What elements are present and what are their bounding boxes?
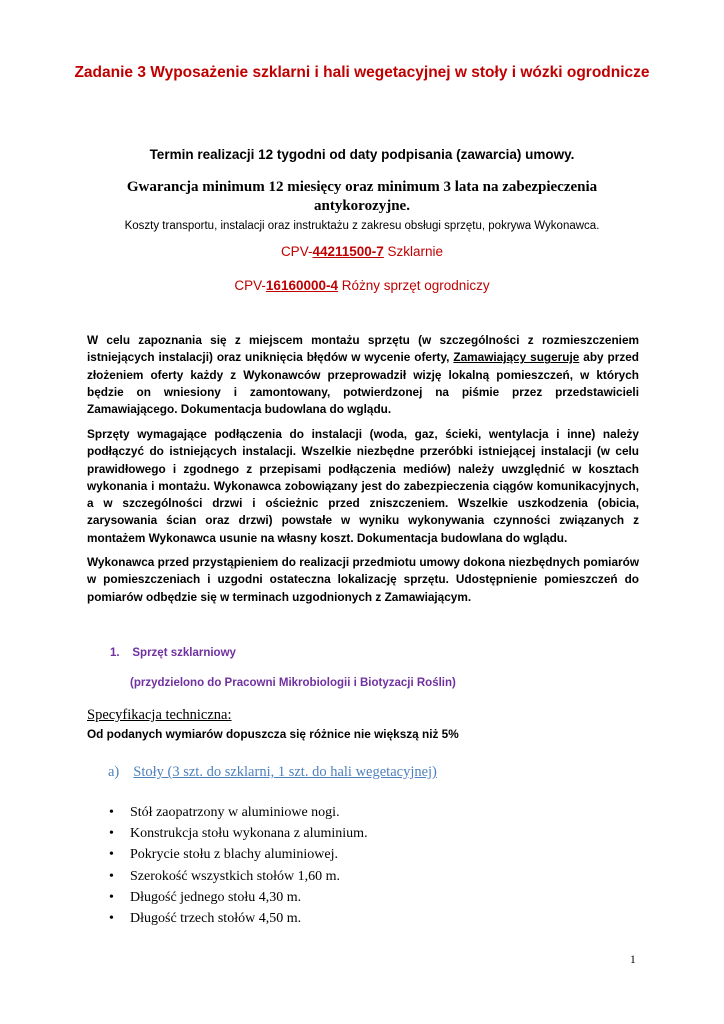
bullet-icon: • [109,826,114,842]
cpv-code: 16160000-4 [265,278,338,293]
costs-line: Koszty transportu, instalacji oraz instruktażu z zakresu obsługi sprzętu, pokrywa Wykonawca. [124,220,600,232]
term-line: Termin realizacji 12 tygodni od daty podpisania (zawarcia) umowy. [149,147,575,162]
list-item-text: Stół zaopatrzony w aluminiowe nogi. [130,805,340,820]
list-item [106,866,368,887]
bullet-icon: • [109,847,114,863]
list-item [106,887,368,908]
list-item-text: Pokrycie stołu z blachy aluminiowej. [130,847,339,863]
section-heading [110,647,236,659]
tolerance-note: Od podanych wymiarów dopuszcza się różnice nie większą niż 5% [87,727,459,741]
list-item-text: Długość trzech stołów 4,50 m. [130,910,302,926]
paragraph-site-visit [87,332,639,418]
spec-bullet-list [106,802,368,929]
paragraph-text: W celu zapoznania się z miejscem montażu sprzętu (w szczególności z rozmieszczeniem istniejących instalacji) oraz uniknięcia błędów w wycenie oferty, [87,333,639,365]
page-number: 1 [630,954,636,966]
document-title: Zadanie 3 Wyposażenie szklarni i hali wegetacyjnej w stoły i wózki ogrodnicze [74,64,650,81]
paragraph-text: aby przed złożeniem oferty każdy z Wykonawców przeprowadził wizję lokalną pomieszczeń, w których będzie on wniesiony i zamontowany, potwierdzonej na piśmie przez przedstawicieli Zamawiającego. Dokumentacja budowlana do wglądu. [87,350,639,417]
list-item [106,908,368,929]
item-letter: a) [108,764,120,780]
list-item [106,844,368,865]
paragraph-installation: Sprzęty wymagające podłączenia do instalacji (woda, gaz, ścieki, wentylacja i inne) należy podłączyć do istniejących instalacji. Wszelkie niezbędne przeróbki istniejącej instalacji (w celu prawidłowego i zgodnego z przepisami podłączenia mediów) należy uwzględnić w kosztach wykonania i montażu. Wykonawca zobowiązany jest do zabezpieczenia ciągów komunikacyjnych, a w szczególności drzwi i ościeżnic przed zniszczeniem. Wszelkie uszkodzenia (obicia, zarysowania ścian oraz drzwi) powstałe w wyniku wykonywania czynności związanych z montażem Wykonawca usunie na własny koszt. Dokumentacja budowlana do wglądu. [87,427,639,545]
cpv-prefix: CPV- [234,278,266,293]
cpv-prefix: CPV- [280,244,313,259]
paragraph-measurements: Wykonawca przed przystąpieniem do realizacji przedmiotu umowy dokona niezbędnych pomiarów w pomieszczeniach i uzgodni ostateczna lokalizację sprzętu. Udostępnienie pomieszczeń do pomiarów odbędzie się w terminach uzgodnionych z Zamawiającym. [87,555,639,604]
section-title: Sprzęt szklarniowy [132,647,236,659]
list-item [106,823,368,844]
list-item [106,802,368,823]
bullet-icon: • [109,910,114,926]
cpv-label: Różny sprzęt ogrodniczy [338,278,490,293]
underlined-phrase: Zamawiający sugeruje [453,350,580,365]
bullet-icon: • [109,868,114,884]
bullet-icon: • [109,889,114,905]
item-a-heading [108,764,437,781]
item-text: Stoły (3 szt. do szklarni, 1 szt. do hali wegetacyjnej) [133,764,437,780]
section-assignment: (przydzielono do Pracowni Mikrobiologii i Biotyzacji Roślin) [130,677,456,689]
cpv-line-1 [0,244,724,259]
cpv-line-2 [0,278,724,293]
cpv-code: 44211500-7 [312,244,384,259]
cpv-label: Szklarnie [383,244,444,259]
bullet-icon: • [109,805,114,820]
list-item-text: Konstrukcja stołu wykonana z aluminium. [130,826,368,842]
guarantee-line: Gwarancja minimum 12 miesięcy oraz minimum 3 lata na zabezpieczenia antykorozyjne. [126,179,598,214]
list-item-text: Szerokość wszystkich stołów 1,60 m. [130,868,340,884]
spec-heading: Specyfikacja techniczna: [87,707,232,723]
section-number: 1. [110,647,120,659]
list-item-text: Długość jednego stołu 4,30 m. [130,889,302,905]
